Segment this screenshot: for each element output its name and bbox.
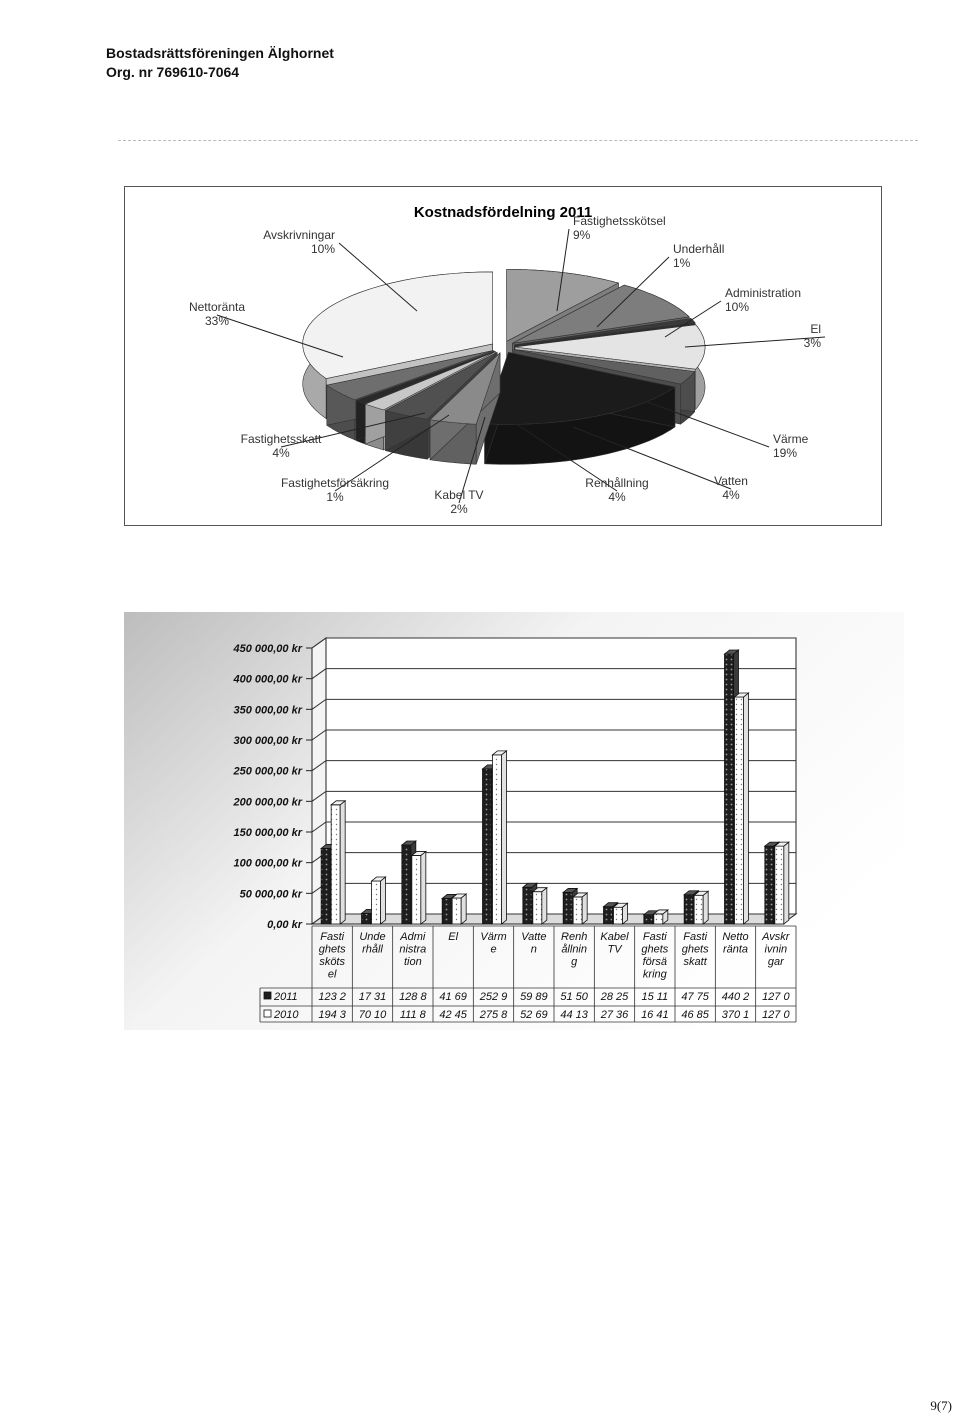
org-number: Org. nr 769610-7064 [106, 64, 240, 80]
bar-front [694, 895, 703, 924]
bar-front [573, 897, 582, 924]
pie-slice-percent: 10% [725, 300, 750, 314]
category-label: skatt [683, 956, 707, 968]
bar-front [452, 898, 461, 924]
legend-swatch-2011 [264, 992, 271, 999]
data-cell: 15 11 [641, 991, 669, 1003]
pie-slice-label: Underhåll [673, 242, 725, 256]
pie-slice-percent: 1% [673, 256, 691, 270]
category-label: försä [642, 956, 668, 968]
pie-slice-percent: 3% [803, 336, 821, 350]
bar-front [725, 654, 734, 924]
y-tick-label: 400 000,00 kr [233, 673, 302, 686]
bar-side [784, 842, 789, 924]
bar-front [442, 898, 451, 924]
data-cell: 111 8 [399, 1009, 426, 1021]
pie-slice-percent: 4% [722, 488, 740, 502]
bar-front [331, 805, 340, 924]
bar-2010-11 [735, 693, 749, 924]
pie-slice-label: Nettoränta [188, 300, 246, 314]
category-label: gar [767, 956, 784, 968]
data-cell: 194 3 [318, 1009, 346, 1021]
bar-chart-frame [124, 612, 904, 1030]
bar-side [744, 693, 749, 924]
bar-front [644, 915, 653, 924]
pie-slice-percent: 19% [773, 446, 798, 460]
bar-front [362, 913, 371, 924]
pie-slice-label: Fastighetsskatt [240, 432, 322, 446]
pie-slice-label: Vatten [714, 474, 748, 488]
category-label: rhåll [362, 943, 383, 956]
bar-side [381, 877, 386, 924]
legend-swatch-2010 [264, 1010, 271, 1017]
data-cell: 127 0 [762, 991, 790, 1003]
data-cell: 128 8 [399, 991, 427, 1003]
category-label: ivnin [764, 943, 788, 956]
y-tick-label: 150 000,00 kr [233, 827, 302, 839]
data-cell: 46 85 [681, 1009, 709, 1021]
bar-side [421, 851, 426, 924]
bar-front [563, 892, 572, 924]
category-label: ållnin [561, 943, 588, 956]
pie-label-5 [685, 322, 825, 350]
data-cell: 51 50 [560, 991, 588, 1003]
category-label: g [571, 956, 578, 968]
pie-slice-percent: 4% [272, 446, 290, 460]
pie-slice-percent: 1% [326, 490, 344, 504]
bar-front [735, 697, 744, 924]
pie-slice-label: Fastighetsskötsel [573, 214, 666, 228]
y-tick-label: 250 000,00 kr [233, 765, 302, 778]
category-label: Renh [561, 931, 588, 943]
y-tick-label: 50 000,00 kr [239, 888, 302, 901]
data-cell: 44 13 [560, 1009, 588, 1021]
org-name: Bostadsrättsföreningen Älghornet [106, 45, 334, 61]
pie-slice-percent: 9% [573, 228, 591, 242]
bar-chart [124, 612, 904, 1030]
category-label: tion [403, 956, 422, 968]
bar-2010-10 [694, 891, 708, 924]
bar-front [765, 846, 774, 924]
data-cell: 127 0 [762, 1009, 790, 1021]
category-label: ghets [641, 943, 669, 956]
pie-chart [125, 187, 881, 525]
bar-side [703, 891, 708, 924]
pie-slice-label: Administration [725, 286, 802, 300]
category-label: el [327, 968, 337, 981]
bar-side [461, 894, 466, 924]
category-label: Fasti [642, 931, 667, 943]
category-label: Netto [722, 931, 749, 943]
bar-front [614, 907, 623, 924]
bar-front [654, 914, 663, 924]
category-label: Vatte [521, 931, 547, 943]
data-cell: 70 10 [358, 1009, 387, 1021]
category-label: Fasti [683, 931, 708, 943]
category-label: nistra [399, 943, 427, 956]
bar-2010-9 [654, 910, 668, 924]
y-tick-label: 200 000,00 kr [233, 796, 302, 809]
data-cell: 47 75 [681, 991, 709, 1003]
data-cell: 440 2 [721, 991, 750, 1003]
category-label: Fasti [320, 931, 345, 943]
bar-front [402, 845, 411, 924]
category-label: Kabel [600, 931, 629, 943]
bar-2010-4 [452, 894, 466, 924]
pie-slice-percent: 4% [608, 490, 626, 504]
document-header [106, 44, 334, 82]
pie-slice-label: Avskrivningar [263, 228, 335, 242]
bar-front [533, 892, 542, 924]
bar-side [582, 893, 587, 924]
data-cell: 275 8 [479, 1009, 508, 1021]
pie-slice-label: El [810, 322, 821, 336]
pie-chart-frame [124, 186, 882, 526]
y-tick-label: 450 000,00 kr [233, 643, 302, 655]
category-label: ränta [722, 943, 749, 956]
legend-label: 2011 [274, 991, 298, 1003]
bar-front [604, 907, 613, 924]
legend-label: 2010 [274, 1009, 299, 1021]
data-cell: 52 69 [520, 1009, 548, 1021]
category-label: n [530, 943, 537, 956]
data-cell: 59 89 [520, 991, 548, 1003]
bar-2010-6 [533, 888, 547, 924]
pie-slice-label: Kabel TV [434, 488, 484, 502]
data-cell: 42 45 [439, 1009, 467, 1021]
category-label: e [490, 943, 497, 956]
category-label: ghets [681, 943, 709, 956]
category-label: Avskr [762, 931, 790, 943]
bar-2010-1 [331, 801, 345, 924]
bar-2010-2 [372, 877, 386, 924]
page-number: 9(7) [930, 1398, 952, 1413]
category-label: TV [607, 943, 622, 956]
data-cell: 28 25 [600, 991, 629, 1003]
category-label: kring [642, 968, 667, 981]
bar-side [340, 801, 345, 924]
pie-chart-title: Kostnadsfördelning 2011 [413, 204, 593, 221]
category-label: ghets [318, 943, 346, 956]
pie-slice-label: Fastighetsförsäkring [280, 476, 390, 490]
bar-front [775, 846, 784, 924]
pie-slice-label: Renhållning [585, 476, 649, 490]
data-cell: 41 69 [439, 991, 467, 1003]
pie-slice-percent: 2% [450, 502, 468, 516]
bar-2010-7 [573, 893, 587, 924]
bar-2010-12 [775, 842, 789, 924]
bar-front [523, 887, 532, 924]
pie-slice-percent: 33% [204, 314, 230, 328]
bar-side [542, 888, 547, 924]
bar-front [483, 769, 492, 924]
data-cell: 17 31 [358, 991, 387, 1003]
y-tick-label: 0,00 kr [267, 919, 302, 931]
category-label: Värm [480, 931, 507, 943]
bar-2010-3 [412, 851, 426, 924]
data-cell: 16 41 [641, 1009, 669, 1021]
category-label: El [448, 931, 459, 943]
y-tick-label: 300 000,00 kr [233, 735, 302, 747]
data-cell: 370 1 [721, 1009, 750, 1021]
y-tick-label: 350 000,00 kr [233, 704, 302, 717]
bar-2010-5 [493, 751, 507, 924]
category-label: Unde [359, 931, 386, 943]
data-cell: 123 2 [318, 991, 346, 1003]
bar-front [684, 895, 693, 924]
category-label: sköts [319, 956, 346, 968]
bar-side [502, 751, 507, 924]
bar-front [493, 755, 502, 924]
data-cell: 252 9 [479, 991, 508, 1003]
y-tick-label: 100 000,00 kr [233, 857, 302, 870]
bar-2010-8 [614, 903, 628, 924]
header-divider [118, 140, 918, 141]
category-label: Admi [400, 931, 426, 943]
bar-front [372, 881, 381, 924]
pie-slice-label: Värme [773, 432, 809, 446]
bar-front [321, 848, 330, 924]
bar-front [412, 855, 421, 924]
data-cell: 27 36 [600, 1009, 629, 1021]
pie-slice-percent: 10% [310, 242, 335, 256]
